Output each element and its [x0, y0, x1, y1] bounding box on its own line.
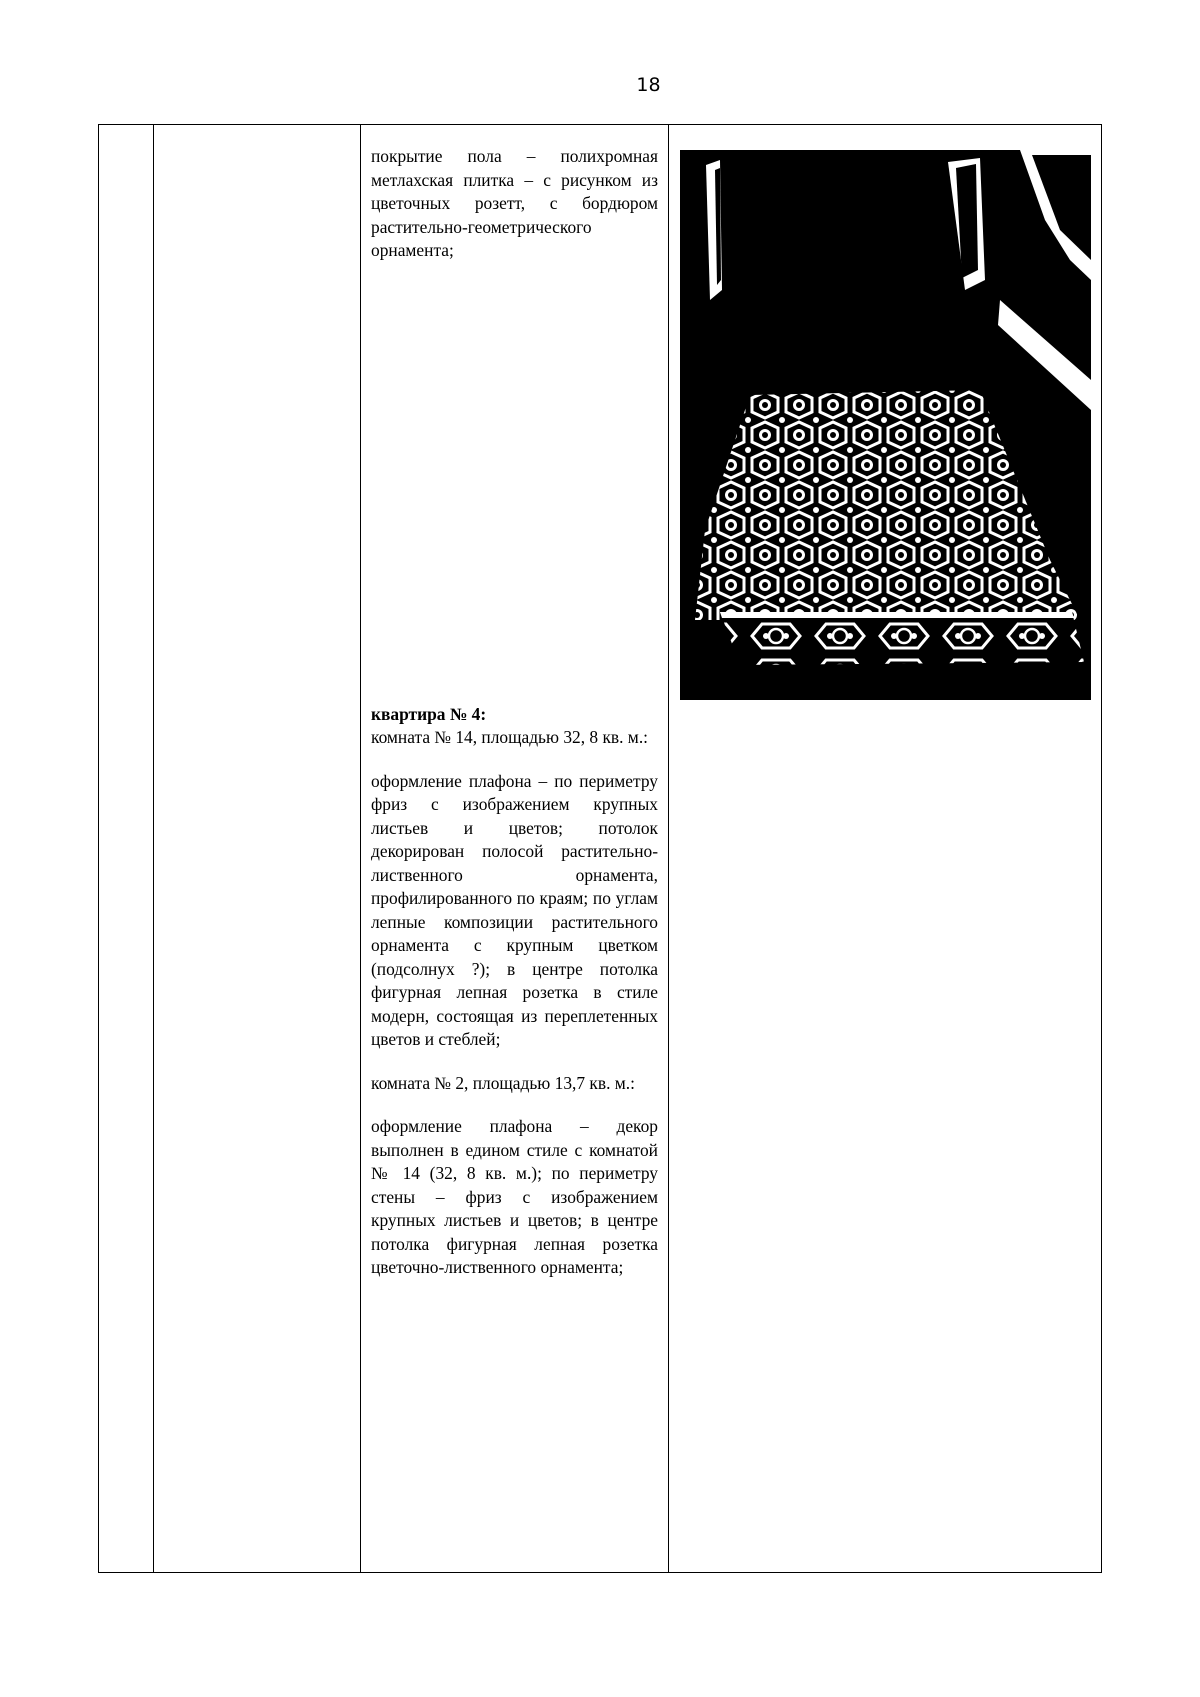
floor-tile-photo — [680, 150, 1091, 700]
number-cell — [99, 125, 154, 1573]
floor-description: покрытие пола – полихромная метлахская плитка – с рисунком из цветочных розетт, с бордюром растительно-геометрического орнамента; — [371, 146, 658, 260]
apartment-heading: квартира № 4: — [371, 703, 487, 724]
room-14-description: оформление плафона – по периметру фриз с изображением крупных листьев и цветов; потолок декорирован полосой растительно-лиственного орнамента, профилированного по краям; по углам лепные композиции растительного орнамента с крупным цветком (подсолнух ?); в центре потолка фигурная лепная розетка в стиле модерн, состоящая из переплетенных цветов и стеблей; — [371, 770, 658, 1049]
room-2-title: комната № 2, площадью 13,7 кв. м.: — [371, 1072, 635, 1093]
description-cell — [361, 125, 669, 1573]
photo-cell — [669, 125, 1102, 1573]
document-table — [98, 124, 1102, 1573]
page-number: 18 — [636, 74, 661, 96]
room-2-description: оформление плафона – декор выполнен в едином стиле с комнатой № 14 (32, 8 кв. м.); по периметру стены – фриз с изображением крупных листьев и цветов; в центре потолка фигурная лепная розетка цветочно-лиственного орнамента; — [371, 1116, 658, 1277]
name-cell — [154, 125, 361, 1573]
room-14-title: комната № 14, площадью 32, 8 кв. м.: — [371, 727, 648, 747]
table-row — [99, 125, 1102, 1573]
